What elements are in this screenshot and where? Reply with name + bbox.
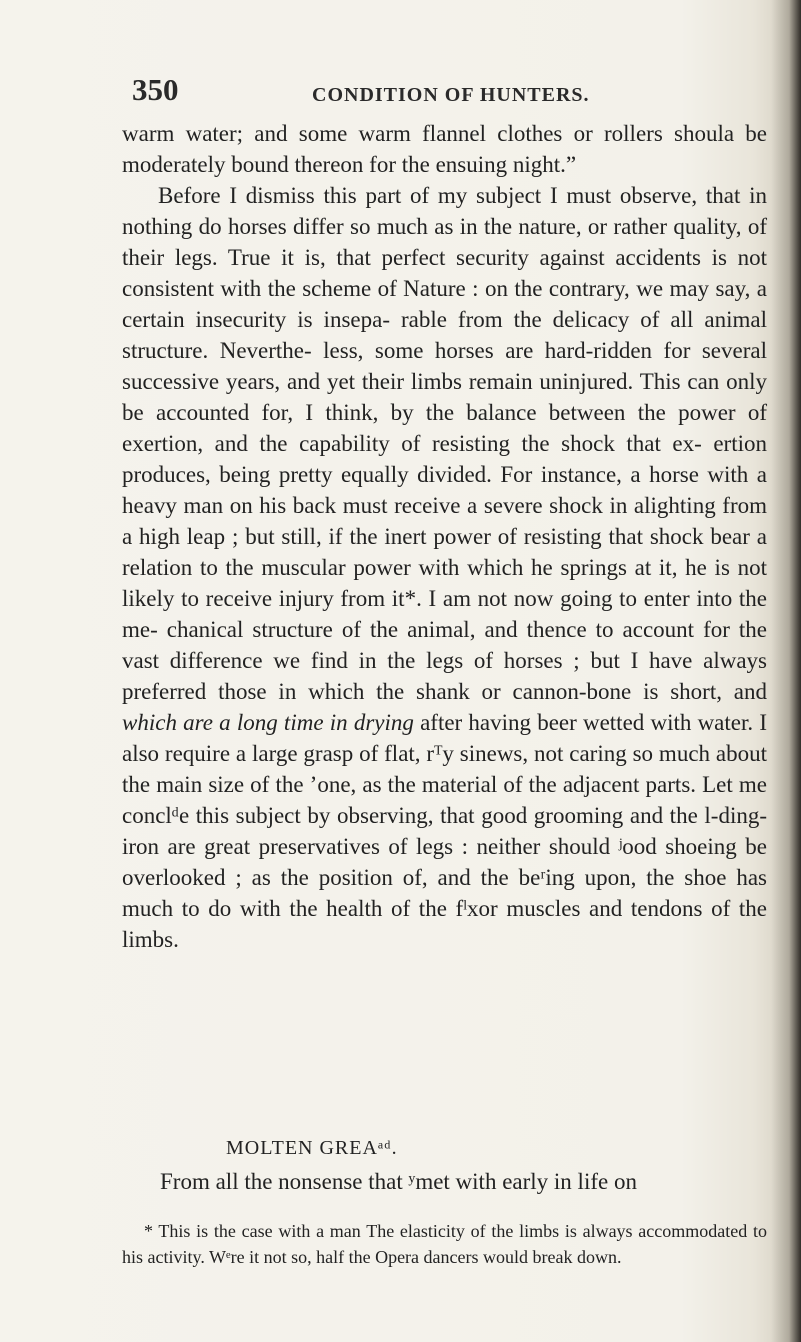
paragraph-continued: warm water; and some warm flannel clothes or rollers shoula be moderately bound thereon for the ensuing night.” bbox=[122, 121, 767, 177]
italic-phrase: which are a long time in drying bbox=[122, 710, 414, 735]
running-head: CONDITION OF HUNTERS. bbox=[312, 84, 590, 106]
section-first-line: From all the nonsense that ʸmet with early in life on bbox=[160, 1169, 637, 1194]
paragraph-legs-start: Before I dismiss this part of my subject I must observe, that in nothing do horses differ so much as in the nature, or rather quality, of their legs. True it is, that perfect security against accidents is not consistent with the scheme of Nature : on the contrary, we may say, a certain insecurity is insepa- rable from the delicacy of all animal structure. Neverthe- less, some horses are hard-ridden for several successive years, and yet their limbs remain uninjured. This can only be accounted for, I think, by the balance between the power of exertion, and the capability of resisting the shock that ex- ertion produces, being pretty equally divided. For instance, a horse with a heavy man on his back must receive a severe shock in alighting from a high leap ; but still, if the inert power of resisting that shock bear a relation to the muscular power with which he springs at it, he is not likely to receive injury from it*. I am not now going to enter into the me- chanical structure of the animal, and thence to account for the vast difference we find in the legs of horses ; but I have always preferred those in which the shank or cannon-bone is short, and bbox=[122, 183, 767, 704]
footnote-text: * This is the case with a man The elasticity of the limbs is always accommodated to his activity. Wᵉre it not so, half the Opera dancers would break down. bbox=[122, 1221, 767, 1267]
section-heading: MOLTEN GREAᵃᵈ. bbox=[226, 1137, 398, 1159]
paragraph-legs bbox=[122, 180, 767, 955]
body-text bbox=[122, 118, 767, 955]
page-number: 350 bbox=[132, 72, 179, 107]
footnote bbox=[122, 1218, 767, 1270]
paragraph-legs-end: after having beer wetted with water. I also require a large grasp of flat, rᵀy sinews, not caring so much about the main size of the ʼone, as the material of the adjacent parts. Let me conclᵈe this subject by observing, that good grooming and the l‑ding-iron are great preservatives of legs : neither should ʲood shoeing be overlooked ; as the position of, and the beʳing upon, the shoe has much to do with the health of the fˡxor muscles and tendons of the limbs. bbox=[122, 710, 767, 952]
page-gutter-shadow bbox=[771, 0, 801, 1342]
